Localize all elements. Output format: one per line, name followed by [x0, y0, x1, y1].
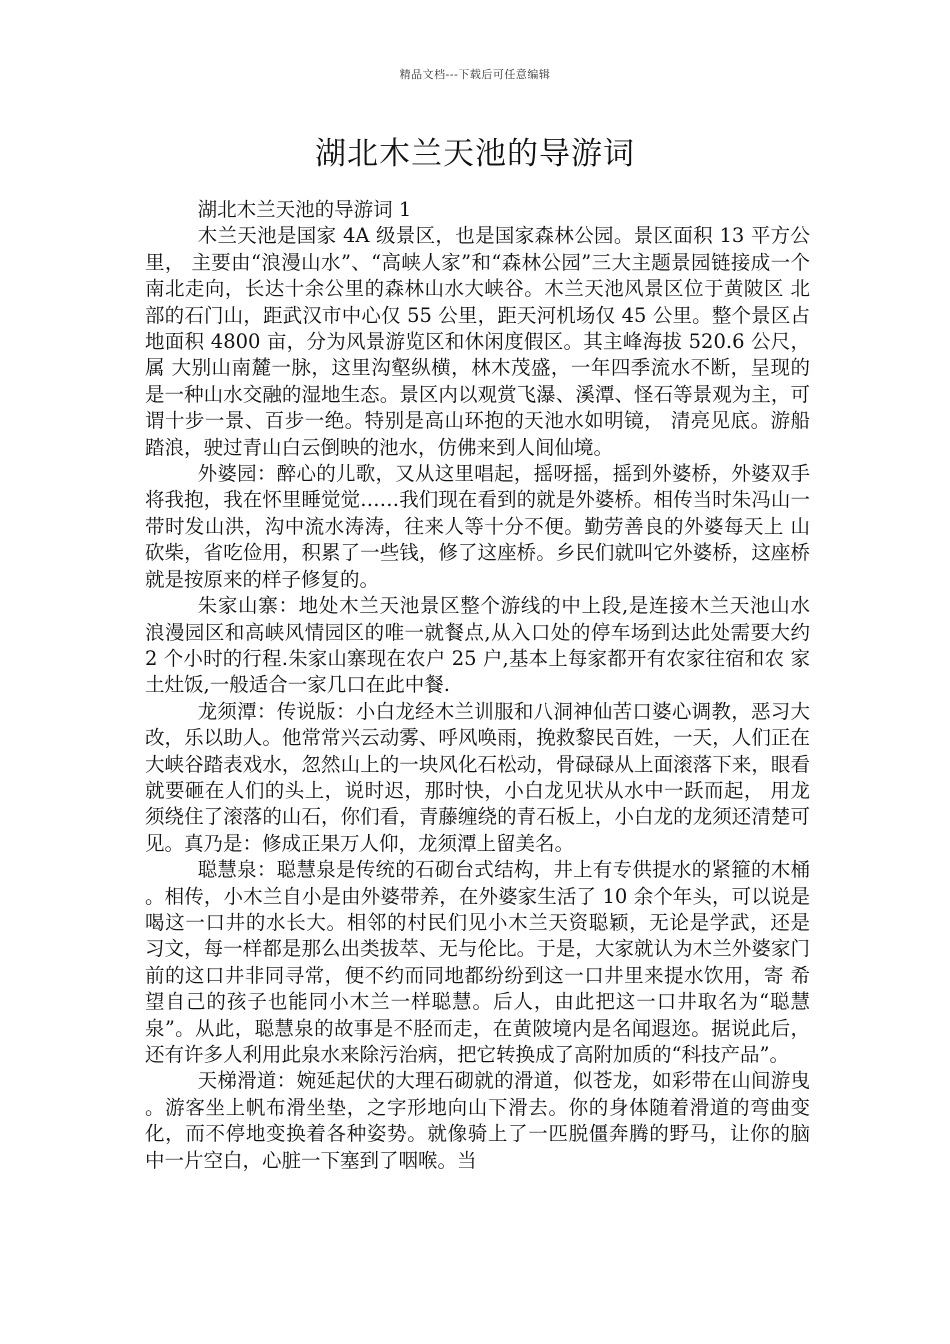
section-subtitle: 湖北木兰天池的导游词 1 — [197, 198, 412, 221]
document-body — [145, 197, 810, 1174]
paragraph-intro: 木兰天池是国家 4A 级景区，也是国家森林公园。景区面积 13 平方公里， 主要由“浪漫山水”、“高峡人家”和“森林公园”三大主题景园链接成一个南北走向，长达十余公里的森林山水大峡谷。木兰天池风景区位于黄陂区 北部的石门山，距武汉市中心仅 55 公里，距天河机场仅 45 公里。整个景区占地面积 4800 亩，分为风景游览区和休闲度假区。其主峰海拔 520.6 公尺，属 大别山南麓一脉，这里沟壑纵横，林木茂盛，一年四季流水不断，呈现的是一种山水交融的湿地生态。景区内以观赏飞瀑、溪潭、怪石等景观为主，可谓十步一景、百步一绝。特别是高山环抱的天池水如明镜， 清亮见底。游船踏浪，驶过青山白云倒映的池水，仿佛来到人间仙境。 — [145, 224, 810, 459]
paragraph-zhujia-village: 朱家山寨：地处木兰天池景区整个游线的中上段,是连接木兰天池山水 浪漫园区和高峡风情园区的唯一就餐点,从入口处的停车场到达此处需要大约 2 个小时的行程.朱家山寨现在农户 25 户,基本上每家都开有农家往宿和农 家土灶饭,一般适合一家几口在此中餐. — [145, 594, 810, 697]
paragraph-wisdom-spring: 聪慧泉：聪慧泉是传统的石砌台式结构，井上有专供提水的紧箍的木桶 。相传，小木兰自小是由外婆带养，在外婆家生活了 10 余个年头，可以说是喝这一口井的水长大。相邻的村民们见小木兰天资聪颖，无论是学武，还是 习文，每一样都是那么出类拔萃、无与伦比。于是，大家就认为木兰外婆家门前的这口井非同寻常，便不约而同地都纷纷到这一口井里来提水饮用，寄 希望自己的孩子也能同小木兰一样聪慧。后人，由此把这一口井取名为“聪慧泉”。从此，聪慧泉的故事是不胫而走，在黄陂境内是名闻遐迩。据说此后，还有许多人利用此泉水来除污治病，把它转换成了高附加质的“科技产品”。 — [145, 858, 810, 1066]
paragraph-sky-ladder-slide: 天梯滑道：婉延起伏的大理石砌就的滑道，似苍龙，如彩带在山间游曳 。游客坐上帆布滑坐垫，之字形地向山下滑去。你的身体随着滑道的弯曲变化，而不停地变换着各种姿势。就像骑上了一匹脱僵奔腾的野马，让你的脑 中一片空白，心脏一下塞到了咽喉。当 — [145, 1069, 810, 1172]
header-note: 精品文档---下载后可任意编辑 — [399, 68, 551, 81]
document-title: 湖北木兰天池的导游词 — [315, 136, 635, 172]
paragraph-waipo-garden: 外婆园：醉心的儿歌，又从这里唱起，摇呀摇，摇到外婆桥，外婆双手 将我抱，我在怀里睡觉觉……我们现在看到的就是外婆桥。相传当时朱冯山一带时发山洪，沟中流水涛涛，往来人等十分不便。勤劳善良的外婆每天上 山砍柴，省吃俭用，积累了一些钱，修了这座桥。乡民们就叫它外婆桥，这座桥就是按原来的样子修复的。 — [145, 462, 810, 591]
paragraph-dragon-pool: 龙须潭：传说版：小白龙经木兰训服和八洞神仙苦口婆心调教，恶习大改，乐以助人。他常常兴云动雾、呼风唤雨，挽救黎民百姓，一天，人们正在大峡谷踏表戏水，忽然山上的一块风化石松动，骨碌碌从上面滚落下来，眼看就要砸在人们的头上，说时迟，那时快，小白龙见状从水中一跃而起， 用龙须绕住了滚落的山石，你们看，青藤缠绕的青石板上，小白龙的龙须还清楚可见。真乃是：修成正果万人仰，龙须潭上留美名。 — [145, 699, 810, 855]
